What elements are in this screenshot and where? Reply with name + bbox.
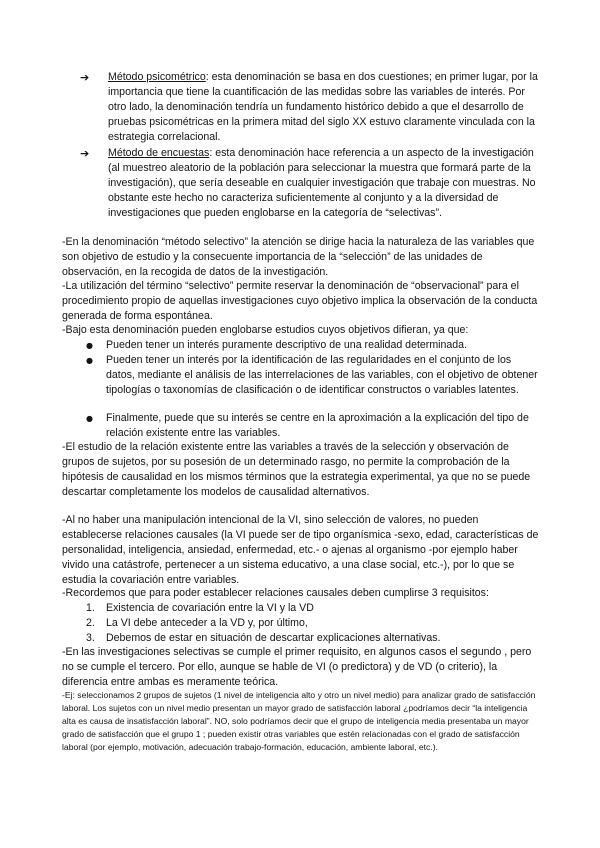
paragraph-metodo-selectivo: -En la denominación “método selectivo” la atención se dirige hacia la naturaleza de las variables que son objetivo de estudio y la consecuente importancia de la “selección” de las unidades de observación, en la recogida de datos de la investigación. bbox=[62, 236, 535, 278]
method-term: Método psicométrico bbox=[108, 71, 206, 83]
list-number: 2. bbox=[86, 617, 95, 629]
arrow-bullet-icon: ➔ bbox=[80, 71, 90, 84]
example-paragraph: -Ej: seleccionamos 2 grupos de sujetos (1 nivel de inteligencia alto y otro un nivel medio) para analizar grado de satisfacción laboral. Los sujetos con un nivel medio presentan un mayor grado de satisfacción laboral ¿podríamos decir “la inteligencia alta es causa de insatisfacción laboral”. NO, solo podríamos decir que el grupo de inteligencia media presentaba un mayor grado de satisfacción que el grupo 1 ; pueden existir otras variables que estén relacionadas con el grado de satisfacción laboral (por ejemplo, motivación, adecuación trabajo-formación, educación, ambiente laboral, etc.). bbox=[62, 690, 536, 752]
paragraph-objetivos-intro: -Bajo esta denominación pueden englobarse estudios cuyos objetivos difieran, ya que: bbox=[62, 324, 469, 336]
list-number: 3. bbox=[86, 632, 95, 644]
paragraph-termino-selectivo: -La utilización del término “selectivo” permite reservar la denominación de “observacional” para el procedimiento propio de aquellas investigaciones cuyo objetivo implica la observación de la conducta generada de forma espontánea. bbox=[62, 280, 538, 322]
paragraph-manipulacion-vi: -Al no haber una manipulación intencional de la VI, sino selección de valores, no pueden establecerse relaciones causales (la VI puede ser de tipo organísmica -sexo, edad, características de personalidad, inteligencia, ansiedad, enfermedad, etc.- o ajenas al organismo -por ejemplo haber vivido una catástrofe, pertenecer a un sistema educativo, a una clase social, etc.-), por lo que se estudia la covariación entre variables. bbox=[62, 514, 539, 586]
bullet-text: Pueden tener un interés puramente descriptivo de una realidad determinada. bbox=[106, 339, 468, 351]
paragraph-requisitos-intro: -Recordemos que para poder establecer relaciones causales deben cumplirse 3 requisitos: bbox=[62, 587, 489, 599]
method-item-text bbox=[108, 146, 540, 221]
arrow-bullet-icon: ➔ bbox=[80, 147, 90, 160]
paragraph-estudio-relacion: -El estudio de la relación existente entre las variables a través de la selección y observación de grupos de sujetos, por su posesión de un determinado rasgo, no permite la comprobación de la hipótesis de causalidad en los mismos términos que la estrategia experimental, ya que no se puede descartar completamente los modelos de causalidad alternativos. bbox=[62, 441, 531, 498]
requisito-text: La VI debe anteceder a la VD y, por último, bbox=[106, 617, 308, 629]
method-description: : esta denominación hace referencia a un aspecto de la investigación (al muestreo aleatorio de la población para seleccionar la muestra que formará parte de la investigación), que sería deseable en cualquier investigación que trabaje con muestras. No obstante este hecho no caracteriza suficientemente al conjunto y a la diversidad de investigaciones que pueden englobarse en la categoría de “selectivas”. bbox=[108, 147, 536, 219]
method-description: : esta denominación se basa en dos cuestiones; en primer lugar, por la importancia que tiene la cuantificación de las medidas sobre las variables de interés. Por otro lado, la denominación tendría un fundamento histórico debido a que el desarrollo de pruebas psicométricas en la primera mitad del siglo XX estuvo claramente vinculada con la estrategia correlacional. bbox=[108, 71, 538, 143]
requisito-text: Debemos de estar en situación de descartar explicaciones alternativas. bbox=[106, 632, 441, 644]
list-number: 1. bbox=[86, 602, 95, 614]
method-item-text bbox=[108, 70, 540, 145]
bullet-text: Pueden tener un interés por la identificación de las regularidades en el conjunto de los datos, mediante el análisis de las interrelaciones de las variables, con el objetivo de obtener tipologías o taxonomías de clasificación o de identificar constructos o variables latentes. bbox=[106, 354, 538, 396]
bullet-text: Finalmente, puede que su interés se centre en la aproximación a la explicación del tipo de relación existente entre las variables. bbox=[106, 412, 529, 439]
bullet-dot-icon: ● bbox=[86, 341, 93, 350]
method-term: Método de encuestas bbox=[108, 147, 210, 159]
paragraph-investigaciones-selectivas: -En las investigaciones selectivas se cumple el primer requisito, en algunos casos el segundo , pero no se cumple el tercero. Por ello, aunque se hable de VI (o predictora) y de VD (o criterio), la diferencia entre ambas es meramente teórica. bbox=[62, 646, 532, 688]
bullet-dot-icon: ● bbox=[86, 356, 93, 365]
bullet-dot-icon: ● bbox=[86, 414, 93, 423]
requisito-text: Existencia de covariación entre la VI y la VD bbox=[106, 602, 314, 614]
